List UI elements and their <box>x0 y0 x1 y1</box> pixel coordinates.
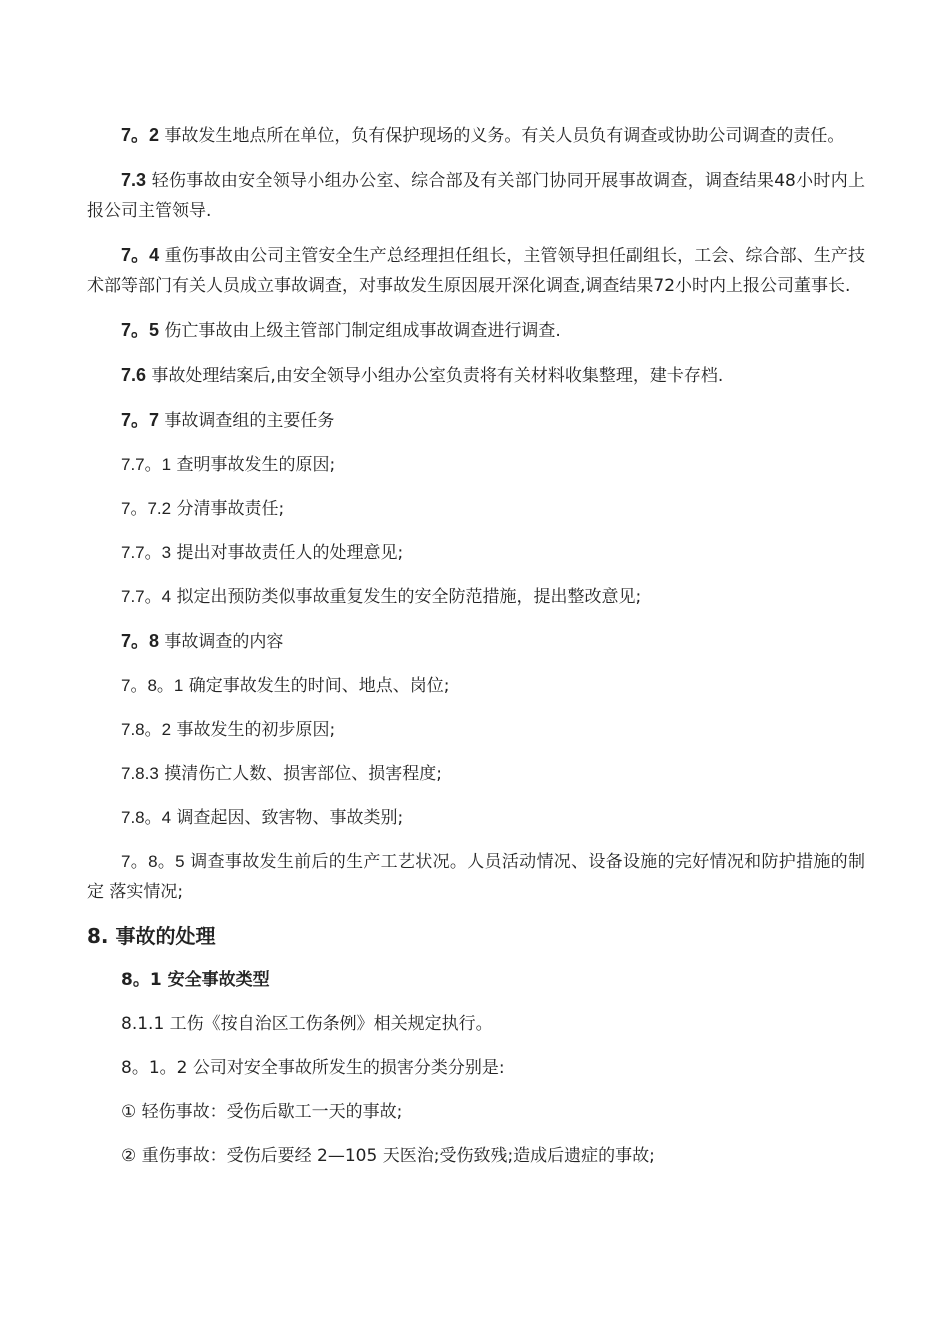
list-item: ① 轻伤事故：受伤后歇工一天的事故; <box>121 1102 403 1122</box>
section8-heading: 8. 事故的处理 <box>87 924 216 948</box>
paragraph <box>87 315 865 346</box>
section8-1-heading: 8。1 安全事故类型 <box>121 970 270 990</box>
clause-text: 事故调查的内容 <box>159 632 284 652</box>
list-item: ② 重伤事故：受伤后要经 2—105 天医治;受伤致残;造成后遗症的事故; <box>121 1146 655 1166</box>
clause-number: 7。4 <box>121 245 160 265</box>
list-item: 8.1.1 工伤《按自治区工伤条例》相关规定执行。 <box>121 1014 493 1034</box>
section8-items <box>87 1009 865 1171</box>
clause-text: 事故调查组的主要任务 <box>159 411 335 431</box>
paragraph <box>87 803 865 833</box>
document-body <box>87 120 865 1185</box>
clause-number: 7.7。1 <box>121 455 172 474</box>
paragraph <box>87 582 865 612</box>
clause-number: 7.6 <box>121 365 147 385</box>
paragraph <box>87 538 865 568</box>
list-item: 8。1。2 公司对安全事故所发生的损害分类分别是: <box>121 1058 505 1078</box>
section7-paragraphs <box>87 120 865 907</box>
clause-text: 事故发生的初步原因; <box>171 720 336 740</box>
clause-number: 7.8。2 <box>121 720 172 739</box>
clause-number: 7。5 <box>121 320 160 340</box>
clause-number: 7.7。3 <box>121 543 172 562</box>
clause-text: 事故发生地点所在单位，负有保护现场的义务。有关人员负有调查或协助公司调查的责任。 <box>159 126 845 146</box>
paragraph <box>87 165 865 226</box>
clause-text: 调查起因、致害物、事故类别; <box>171 808 404 828</box>
clause-text: 事故处理结案后,由安全领导小组办公室负责将有关材料收集整理，建卡存档. <box>146 366 724 386</box>
paragraph <box>87 240 865 301</box>
clause-number: 7。8。1 <box>121 676 184 695</box>
clause-text: 重伤事故由公司主管安全生产总经理担任组长，主管领导担任副组长，工会、综合部、生产技术部等部门有关人员成立事故调查，对事故发生原因展开深化调查,调查结果72小时内上报公司董事长. <box>87 246 865 296</box>
paragraph <box>87 120 865 151</box>
paragraph <box>87 450 865 480</box>
clause-number: 7.7。4 <box>121 587 172 606</box>
clause-text: 提出对事故责任人的处理意见; <box>171 543 404 563</box>
clause-text: 摸清伤亡人数、损害部位、损害程度; <box>158 764 442 784</box>
clause-number: 7。7 <box>121 410 160 430</box>
clause-number: 7.3 <box>121 170 147 190</box>
clause-number: 7。8。5 <box>121 852 185 871</box>
clause-text: 分清事故责任; <box>171 499 285 519</box>
clause-text: 轻伤事故由安全领导小组办公室、综合部及有关部门协同开展事故调查，调查结果48小时内上报公司主管领导. <box>87 171 865 221</box>
clause-number: 7.8。4 <box>121 808 172 827</box>
paragraph <box>87 405 865 436</box>
paragraph <box>87 759 865 789</box>
clause-text: 确定事故发生的时间、地点、岗位; <box>183 676 450 696</box>
paragraph <box>87 847 865 907</box>
clause-text: 调查事故发生前后的生产工艺状况。人员活动情况、设备设施的完好情况和防护措施的制定 落实情况; <box>87 852 865 902</box>
clause-number: 7。7.2 <box>121 499 172 518</box>
paragraph <box>87 494 865 524</box>
clause-number: 7.8.3 <box>121 764 159 783</box>
clause-text: 查明事故发生的原因; <box>171 455 336 475</box>
paragraph <box>87 626 865 657</box>
clause-text: 拟定出预防类似事故重复发生的安全防范措施，提出整改意见; <box>171 587 642 607</box>
paragraph <box>87 360 865 391</box>
clause-number: 7。8 <box>121 631 160 651</box>
paragraph <box>87 671 865 701</box>
clause-text: 伤亡事故由上级主管部门制定组成事故调查进行调查. <box>159 321 561 341</box>
paragraph <box>87 715 865 745</box>
clause-number: 7。2 <box>121 125 160 145</box>
